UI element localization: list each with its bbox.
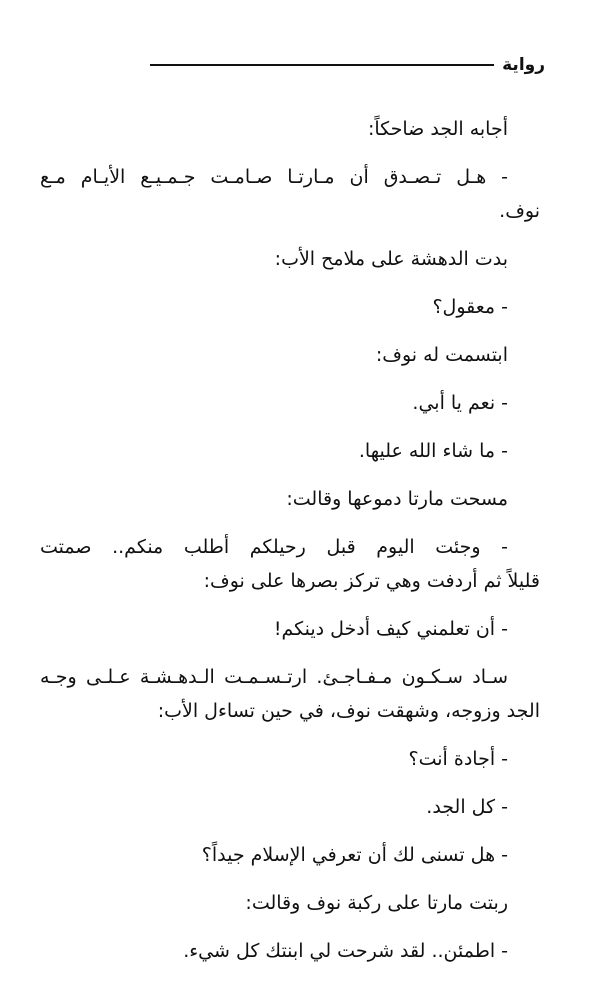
paragraph xyxy=(40,886,540,920)
paragraph xyxy=(40,790,540,824)
header-rule xyxy=(150,64,494,66)
paragraph xyxy=(40,934,540,968)
paragraph xyxy=(40,386,540,420)
paragraph-text: - هل تسنى لك أن تعرفي الإسلام جيداً؟ xyxy=(201,844,508,866)
paragraph xyxy=(40,338,540,372)
paragraph-text: ربتت مارتا على ركبة نوف وقالت: xyxy=(245,892,508,914)
paragraph-text: مسحت مارتا دموعها وقالت: xyxy=(286,488,508,510)
paragraph xyxy=(40,838,540,872)
paragraph-text: - كل الجد. xyxy=(426,796,508,818)
body-text xyxy=(40,112,540,968)
paragraph xyxy=(40,112,540,146)
paragraph-text: - اطمئن.. لقد شرحت لي ابنتك كل شيء. xyxy=(183,940,508,962)
paragraph-text: - أن تعلمني كيف أدخل دينكم! xyxy=(273,618,508,640)
paragraph xyxy=(40,742,540,776)
paragraph xyxy=(40,160,540,228)
paragraph-text: - معقول؟ xyxy=(432,296,508,318)
header-title: رواية xyxy=(502,55,545,75)
paragraph xyxy=(40,482,540,516)
paragraph-text: ابتسمت له نوف: xyxy=(375,344,508,366)
paragraph-line: نوف. xyxy=(499,200,540,222)
paragraph-line: - هـل تـصـدق أن مـارتـا صـامـت جـمـيـع الأيـام مـع xyxy=(40,166,508,188)
paragraph xyxy=(40,530,540,598)
paragraph-line: قليلاً ثم أردفت وهي تركز بصرها على نوف: xyxy=(203,570,540,592)
paragraph xyxy=(40,434,540,468)
paragraph-text: - نعم يا أبي. xyxy=(412,392,508,414)
paragraph-text: - ما شاء الله عليها. xyxy=(358,440,508,462)
paragraph-line: الجد وزوجه، وشهقت نوف، في حين تساءل الأب: xyxy=(157,700,540,722)
paragraph-text: - أجادة أنت؟ xyxy=(408,748,508,770)
paragraph-text: أجابه الجد ضاحكاً: xyxy=(367,118,508,140)
paragraph xyxy=(40,290,540,324)
paragraph xyxy=(40,242,540,276)
running-header xyxy=(150,50,545,80)
paragraph-line: - وجئت اليوم قبل رحيلكم أطلب منكم.. صمتت xyxy=(40,536,508,558)
paragraph xyxy=(40,660,540,728)
paragraph-line: سـاد سـكـون مـفـاجـئ. ارتـسـمـت الـدهـشـة عـلـى وجـه xyxy=(40,666,508,688)
paragraph-text: بدت الدهشة على ملامح الأب: xyxy=(274,248,508,270)
paragraph xyxy=(40,612,540,646)
